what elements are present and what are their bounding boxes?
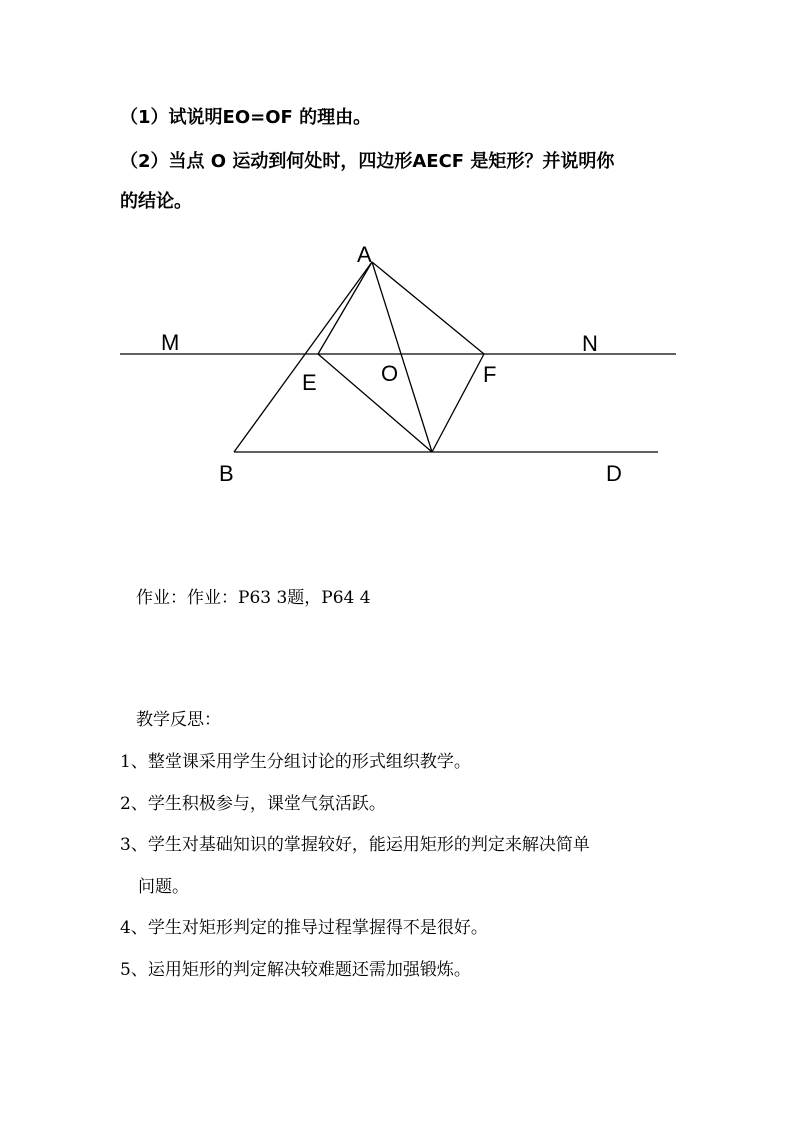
label-f: F: [483, 362, 497, 387]
label-e: E: [302, 370, 317, 395]
label-a: A: [357, 242, 372, 267]
segment-ae: [318, 262, 372, 354]
reflection-item-2: 2、学生积极参与，课堂气氛活跃。: [120, 794, 386, 814]
segment-ab: [234, 262, 372, 452]
reflection-item-5: 5、运用矩形的判定解决较难题还需加强锻炼。: [120, 960, 471, 980]
homework-line: 作业：作业：P63 3题，P64 4: [136, 588, 371, 608]
label-o: O: [381, 361, 399, 386]
reflection-title: 教学反思：: [136, 710, 221, 730]
question-2-line-2: 的结论。: [120, 191, 192, 212]
label-b: B: [219, 461, 234, 486]
reflection-item-1: 1、整堂课采用学生分组讨论的形式组织教学。: [120, 752, 471, 772]
segment-af: [372, 262, 484, 354]
segment-ac: [372, 262, 432, 452]
reflection-item-4: 4、学生对矩形判定的推导过程掌握得不是很好。: [120, 918, 488, 938]
question-2-line-1: （2）当点 O 运动到何处时，四边形AECF 是矩形？并说明你: [120, 151, 615, 172]
segment-fc: [432, 354, 484, 452]
reflection-item-3: 3、学生对基础知识的掌握较好，能运用矩形的判定来解决简单: [120, 835, 590, 855]
label-d: D: [606, 461, 622, 486]
label-m: M: [161, 330, 180, 355]
segment-ec: [318, 354, 432, 452]
geometry-figure: [0, 0, 794, 520]
label-n: N: [582, 331, 598, 356]
reflection-item-3-continued: 问题。: [138, 877, 189, 897]
question-1: （1）试说明EO=OF 的理由。: [120, 107, 372, 128]
